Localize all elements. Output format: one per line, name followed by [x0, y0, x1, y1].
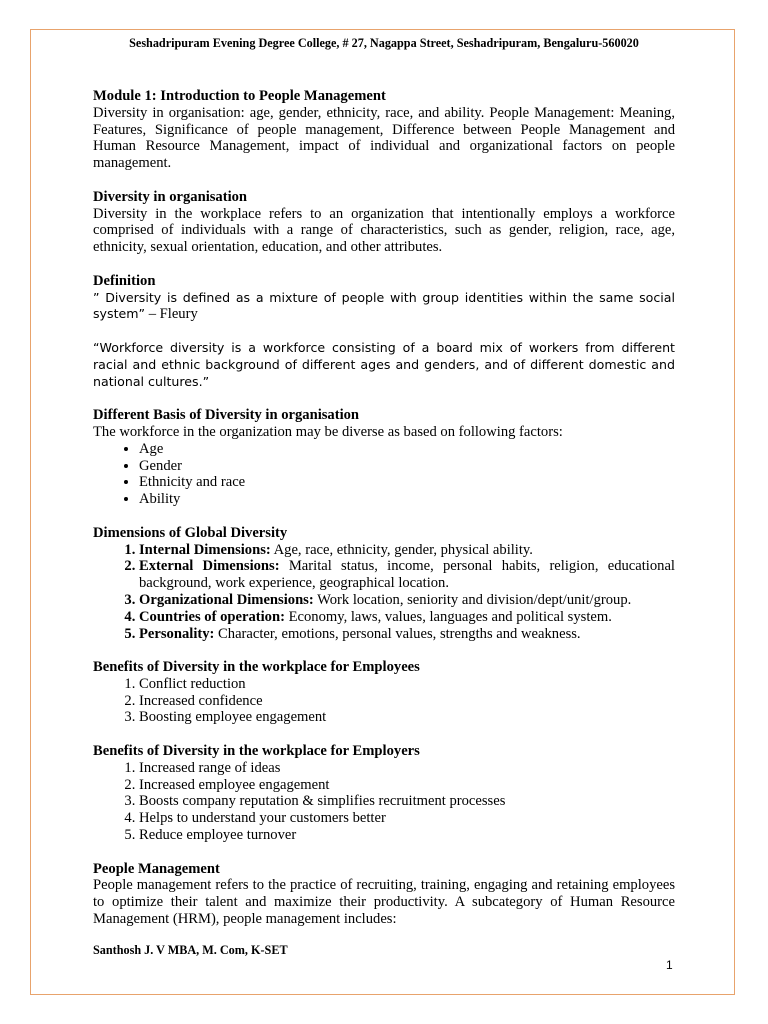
quote-1-text: ” Diversity is defined as a mixture of people with group identities within the same social system” — [93, 289, 675, 322]
list-item: 1. Conflict reduction — [139, 676, 675, 693]
dimension-label: External Dimensions: — [139, 558, 280, 575]
benefits-employees-title: Benefits of Diversity in the workplace for Employees — [93, 659, 420, 676]
benefits-employers-list — [93, 760, 675, 844]
dimension-label: Organizational Dimensions: — [139, 591, 314, 608]
module-title: Module 1: Introduction to People Management — [93, 88, 386, 104]
basis-title: Different Basis of Diversity in organisation — [93, 407, 360, 424]
list-item — [139, 609, 675, 626]
list-item — [139, 558, 675, 592]
people-management-text: People management refers to the practice of recruiting, training, engaging and retaining employees to optimize their talent and maximize their productivity. A subcategory of Human Resource Management (HRM), people management includes: — [93, 877, 675, 928]
dimension-text: Marital status, income, personal habits, religion, educational background, work experience, geographical location. — [139, 558, 675, 592]
dimension-text: Age, race, ethnicity, gender, physical ability. — [270, 541, 533, 558]
module-text: Diversity in organisation: age, gender, ethnicity, race, and ability. People Management: Meaning, Features, Significance of people management, Difference between People Management and Human Resource Management, impact of individual and organizational factors on people management. — [93, 104, 675, 172]
benefits-employees-list — [93, 676, 675, 726]
benefits-employees-section — [93, 659, 675, 726]
list-item — [139, 626, 675, 643]
dimension-text: Character, emotions, personal values, strengths and weakness. — [214, 625, 581, 642]
benefits-employers-title: Benefits of Diversity in the workplace for Employers — [93, 743, 420, 760]
list-item — [139, 592, 675, 609]
list-item: 2. Increased confidence — [139, 693, 675, 710]
list-item: 4. Helps to understand your customers better — [139, 810, 675, 827]
definition-section — [93, 273, 675, 323]
list-item: • Ethnicity and race — [139, 474, 675, 491]
list-item: 2. Increased employee engagement — [139, 777, 675, 794]
dimensions-title: Dimensions of Global Diversity — [93, 524, 288, 541]
dimension-label: Personality: — [139, 625, 215, 642]
dimension-label: Internal Dimensions: — [139, 541, 271, 558]
basis-intro: The workforce in the organization may be diverse as based on following factors: — [93, 423, 563, 440]
footer-author: Santhosh J. V MBA, M. Com, K-SET — [93, 943, 288, 957]
dimension-label: Countries of operation: — [139, 608, 285, 625]
definition-title: Definition — [93, 272, 156, 289]
page-header: Seshadripuram Evening Degree College, # 27, Nagappa Street, Seshadripuram, Bengaluru-560020 — [129, 36, 639, 50]
list-item: 3. Boosts company reputation & simplifies recruitment processes — [139, 793, 675, 810]
list-item — [139, 542, 675, 559]
definition-quote-2: “Workforce diversity is a workforce consisting of a board mix of workers from different racial and ethnic background of different ages and genders, and of different domestic and national cultures.” — [93, 339, 675, 389]
document-body — [93, 88, 675, 928]
list-item: • Age — [139, 441, 675, 458]
list-item: 3. Boosting employee engagement — [139, 709, 675, 726]
diversity-section — [93, 189, 675, 256]
page-number: 1 — [666, 958, 673, 972]
basis-section — [93, 407, 675, 508]
definition-quote-1 — [93, 290, 675, 324]
diversity-text: Diversity in the workplace refers to an organization that intentionally employs a workforce comprised of individuals with a range of characteristics, such as gender, religion, race, age, ethnicity, sexual orientation, education, and other attributes. — [93, 205, 675, 256]
dimensions-list — [93, 542, 675, 643]
people-management-section — [93, 861, 675, 928]
dimension-text: Economy, laws, values, languages and political system. — [284, 608, 612, 625]
list-item: • Gender — [139, 458, 675, 475]
module-section — [93, 88, 675, 172]
list-item: 5. Reduce employee turnover — [139, 827, 675, 844]
diversity-title: Diversity in organisation — [93, 188, 248, 205]
list-item: 1. Increased range of ideas — [139, 760, 675, 777]
quote-1-author: – Fleury — [145, 306, 198, 323]
dimension-text: Work location, seniority and division/dept/unit/group. — [313, 591, 632, 608]
people-management-title: People Management — [93, 860, 220, 877]
basis-list — [93, 441, 675, 508]
dimensions-section — [93, 525, 675, 643]
definition-quote-2-block — [93, 340, 675, 390]
benefits-employers-section — [93, 743, 675, 844]
list-item: • Ability — [139, 491, 675, 508]
